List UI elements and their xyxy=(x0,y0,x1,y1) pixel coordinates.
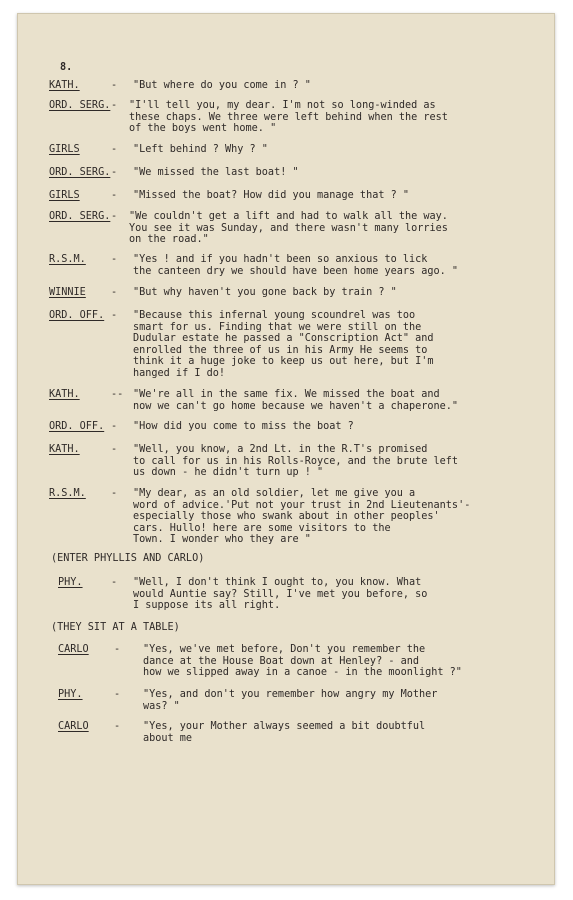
text-line: Town. I wonder who they are " xyxy=(133,534,311,546)
page-mark: 8. xyxy=(60,62,73,73)
speaker-name: R.S.M. xyxy=(49,488,86,499)
speaker-name: GIRLS xyxy=(49,144,80,155)
text-line: especially those who swank about in other peoples' xyxy=(133,511,440,523)
text-line: You see it was Sunday, and there wasn't many lorries xyxy=(129,222,448,234)
text-line: "I'll tell you, my dear. I'm not so long-winded as xyxy=(129,100,436,111)
speaker-name: ORD. SERG. xyxy=(49,167,111,178)
dialogue-text xyxy=(133,190,409,202)
speaker-name: KATH. xyxy=(49,444,80,455)
dialogue-text xyxy=(129,100,448,135)
speaker-name: ORD. SERG. xyxy=(49,100,111,111)
speaker-name: ORD. OFF. xyxy=(49,310,105,321)
text-line: how we slipped away in a canoe - in the moonlight ?" xyxy=(143,667,462,679)
speaker-name: KATH. xyxy=(49,80,80,91)
dialogue-text xyxy=(133,254,458,277)
text-line: I suppose its all right. xyxy=(133,600,281,612)
text-line: "We couldn't get a lift and had to walk all the way. xyxy=(129,211,448,222)
dialogue-text xyxy=(129,211,448,246)
separator-dash: - xyxy=(111,287,118,298)
speaker-name: CARLO xyxy=(58,721,89,732)
stage-direction: (ENTER PHYLLIS AND CARLO) xyxy=(51,553,205,564)
text-line: "But where do you come in ? " xyxy=(133,80,311,91)
dialogue-text xyxy=(133,444,458,479)
text-line: "How did you come to miss the boat ? xyxy=(133,421,354,432)
separator-dash: - xyxy=(111,254,118,265)
text-line: smart for us. Finding that we were still on the xyxy=(133,321,422,333)
dialogue-text xyxy=(133,577,427,612)
text-line: think it a huge joke to keep us out here, but I'm xyxy=(133,356,434,368)
dialogue-text xyxy=(133,287,397,299)
text-line: these chaps. We three were left behind when the rest xyxy=(129,111,448,123)
dialogue-text xyxy=(143,644,462,679)
text-line: "Yes, we've met before, Don't you remember the xyxy=(143,644,426,655)
separator-dash: - xyxy=(111,310,118,321)
script-page xyxy=(17,13,555,885)
text-line: would Auntie say? Still, I've met you before, so xyxy=(133,588,428,600)
text-line: hanged if I do! xyxy=(133,367,226,379)
text-line: "Yes, and don't you remember how angry my Mother xyxy=(143,689,438,700)
speaker-name: KATH. xyxy=(49,389,80,400)
text-line: "Yes, your Mother always seemed a bit doubtful xyxy=(143,721,426,732)
text-line: Dudular estate he passed a "Conscription Act" and xyxy=(133,333,434,345)
speaker-name: ORD. SERG. xyxy=(49,211,111,222)
dialogue-text xyxy=(133,144,268,156)
separator-dash: - xyxy=(111,80,118,91)
text-line: "We're all in the same fix. We missed the boat and xyxy=(133,389,440,400)
text-line: now we can't go home because we haven't a chaperone." xyxy=(133,400,459,412)
text-line: "Yes ! and if you hadn't been so anxious to lick xyxy=(133,254,428,265)
text-line: to call for us in his Rolls-Royce, and the brute left xyxy=(133,455,459,467)
text-line: cars. Hullo! here are some visitors to the xyxy=(133,522,391,534)
dialogue-text xyxy=(143,721,425,744)
speaker-name: GIRLS xyxy=(49,190,80,201)
text-line: was? " xyxy=(143,700,180,712)
text-line: word of advice.'Put not your trust in 2nd Lieutenants'- xyxy=(133,499,471,511)
separator-dash: - xyxy=(111,421,118,432)
separator-dash: -- xyxy=(111,389,124,400)
speaker-name: PHY. xyxy=(58,689,83,700)
separator-dash: - xyxy=(111,211,118,222)
separator-dash: - xyxy=(114,721,121,732)
text-line: "Well, you know, a 2nd Lt. in the R.T's promised xyxy=(133,444,428,455)
speaker-name: R.S.M. xyxy=(49,254,86,265)
text-line: "But why haven't you gone back by train ? " xyxy=(133,287,397,298)
text-line: "My dear, as an old soldier, let me give you a xyxy=(133,488,416,499)
speaker-name: WINNIE xyxy=(49,287,86,298)
dialogue-text xyxy=(133,488,470,546)
text-line: enrolled the three of us in his Army He seems to xyxy=(133,344,428,356)
dialogue-text xyxy=(133,389,458,412)
speaker-name: ORD. OFF. xyxy=(49,421,105,432)
speaker-name: CARLO xyxy=(58,644,89,655)
separator-dash: - xyxy=(111,100,118,111)
text-line: of the boys went home. " xyxy=(129,123,277,135)
text-line: "Missed the boat? How did you manage that ? " xyxy=(133,190,410,201)
dialogue-text xyxy=(133,167,299,179)
dialogue-text xyxy=(133,80,311,92)
speaker-name: PHY. xyxy=(58,577,83,588)
text-line: dance at the House Boat down at Henley? - and xyxy=(143,655,420,667)
text-line: "We missed the last boat! " xyxy=(133,167,299,178)
text-line: "Left behind ? Why ? " xyxy=(133,144,268,155)
separator-dash: - xyxy=(114,644,121,655)
text-line: "Well, I don't think I ought to, you know. What xyxy=(133,577,422,588)
separator-dash: - xyxy=(111,190,118,201)
dialogue-text xyxy=(143,689,437,712)
separator-dash: - xyxy=(114,689,121,700)
text-line: on the road." xyxy=(129,234,209,246)
text-line: us down - he didn't turn up ! " xyxy=(133,467,324,479)
separator-dash: - xyxy=(111,444,118,455)
text-line: the canteen dry we should have been home years ago. " xyxy=(133,265,459,277)
separator-dash: - xyxy=(111,488,118,499)
separator-dash: - xyxy=(111,167,118,178)
text-line: "Because this infernal young scoundrel was too xyxy=(133,310,416,321)
separator-dash: - xyxy=(111,144,118,155)
stage-direction: (THEY SIT AT A TABLE) xyxy=(51,622,180,633)
dialogue-text xyxy=(133,310,434,380)
text-line: about me xyxy=(143,732,193,744)
separator-dash: - xyxy=(111,577,118,588)
dialogue-text xyxy=(133,421,354,433)
